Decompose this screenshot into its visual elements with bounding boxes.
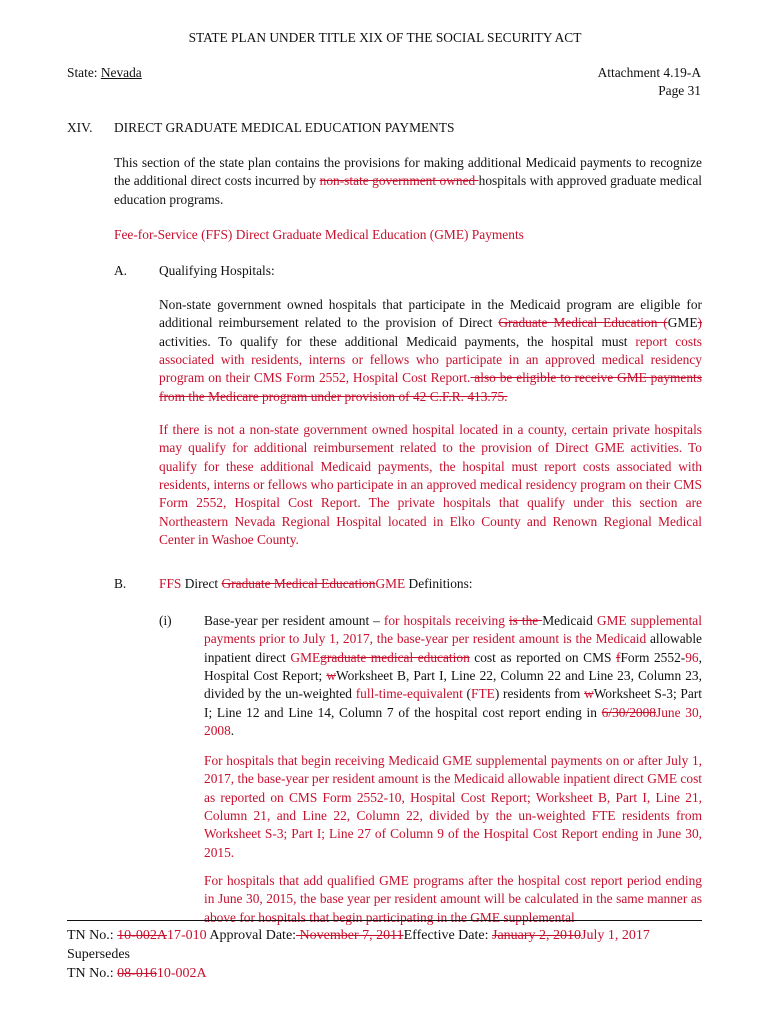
deleted-text: non-state government owned (319, 173, 479, 189)
section-number: XIV. (67, 120, 93, 135)
inserted-text: GME (290, 649, 321, 665)
text-run: cost as reported on CMS (469, 649, 616, 665)
inserted-text: FFS (159, 576, 182, 591)
footer-superseded-tn (67, 964, 207, 983)
footer-tn-line (67, 926, 650, 945)
inserted-text: July 1, 2017 (581, 928, 650, 943)
inserted-text: full-time-equivalent (355, 686, 463, 702)
document-title: STATE PLAN UNDER TITLE XIX OF THE SOCIAL SECURITY ACT (188, 30, 582, 45)
deleted-text: w (584, 686, 594, 702)
inserted-text: GME supplemental payments prior to July 1, 2017, the base-year per resident amount is the Medicaid (204, 613, 702, 647)
deleted-text: is the (508, 613, 543, 628)
deleted-text: 6/30/2008 (601, 704, 656, 720)
item-a-paragraph-2 (159, 421, 702, 550)
deleted-text: Graduate Medical Education (221, 576, 376, 591)
text-run: allowable inpatient direct (204, 631, 702, 665)
item-b-i-number: (i) (159, 613, 172, 628)
attachment-number: Attachment 4.19-A (597, 65, 701, 80)
text-run: Definitions: (405, 576, 473, 591)
text-run: , Hospital Cost Report; (204, 649, 702, 684)
inserted-text: FTE (471, 686, 495, 702)
text-run: Non-state government owned hospitals that participate in the Medicaid program are eligible for additional reimbursement related to the provision of Direct (159, 297, 702, 331)
text-run: Form 2552- (620, 649, 686, 665)
inserted-text: GME (375, 576, 406, 591)
attachment-block (598, 64, 701, 101)
inserted-text: 96 (685, 649, 699, 665)
text-run: ) residents from (494, 686, 585, 702)
text-run: This section of the state plan contains the provisions for making additional Medicaid payments to recognize the additional direct costs incurred by (114, 155, 702, 189)
item-b-letter: B. (114, 576, 127, 591)
text-run: Effective Date: (403, 928, 492, 943)
text-run: . (230, 723, 235, 739)
item-a-paragraph-1 (159, 296, 702, 406)
text-run: ( (462, 686, 471, 702)
item-a-title: Qualifying Hospitals: (159, 263, 275, 278)
page-number: Page 31 (658, 83, 701, 99)
ffs-subheading: Fee-for-Service (FFS) Direct Graduate Medical Education (GME) Payments (114, 227, 524, 242)
text-run: TN No.: (67, 928, 118, 943)
inserted-text: for hospitals receiving (383, 613, 509, 628)
inserted-text: For hospitals that begin receiving Medicaid GME supplemental payments on or after July 1, 2017, the base-year per resident amount is the Medicaid allowable inpatient direct GME cost as reported on CMS Form 2552-10, Hospital Cost Report; Worksheet B, Part I, Line 21, Column 21, and Line 22, Column 22, divided by the un-weighted FTE residents from Worksheet S-3; Part I; Line 27 of Column 9 of the Hospital Cost Report ending in June 30, 2015. (204, 753, 702, 860)
item-b-title (159, 575, 473, 593)
item-b-i-paragraph-3 (204, 872, 702, 927)
footer-rule (67, 920, 702, 921)
text-run: Worksheet B, Part I, Line 22, Column 22 and Line 23, Column 23, divided by the un-weighted (204, 668, 702, 702)
inserted-text: report costs associated with residents, interns or fellows who participate in an approved medical residency program on their CMS Form 2552, Hospital Cost Report. (159, 333, 702, 386)
text-run: Approval Date: (206, 928, 297, 943)
deleted-text: also be eligible to receive GME payments from the Medicare program under provision of 42 C.F.R. 413.75. (159, 370, 702, 404)
deleted-text: f (615, 649, 621, 665)
text-run: TN No.: (67, 966, 118, 981)
inserted-text: If there is not a non-state government owned hospital located in a county, certain private hospitals may qualify for additional reimbursement related to the provision of Direct GME activities. To qualify for these additional Medicaid payments, the hospital must report costs associated with residents, interns or fellows who participate in an approved medical residency program on their CMS Form 2552, Hospital Cost Report. The private hospitals that qualify under this section are Northeastern Nevada Regional Hospital located in Elko County and Renown Regional Medical Center in Washoe County. (159, 422, 702, 548)
inserted-text: June 30, 2008 (204, 704, 702, 739)
deleted-text: November 7, 2011 (296, 928, 404, 943)
inserted-text: 17-010 (166, 928, 207, 943)
deleted-text: January 2, 2010 (492, 928, 582, 943)
text-run: GME (667, 315, 698, 331)
section-title: DIRECT GRADUATE MEDICAL EDUCATION PAYMENTS (114, 120, 455, 135)
inserted-text: 10-002A (156, 966, 207, 981)
state-line (67, 64, 142, 82)
deleted-text: Graduate Medical Education ( (498, 315, 668, 331)
footer-supersedes: Supersedes (67, 947, 130, 962)
text-run: Direct (181, 576, 222, 591)
text-run: Medicaid (542, 613, 597, 628)
item-a-letter: A. (114, 263, 128, 278)
text-run: Base-year per resident amount – (204, 613, 384, 628)
text-run: Worksheet S-3; Part I; Line 12 and Line 14, Column 7 of the hospital cost report ending in (204, 686, 702, 720)
deleted-text: w (326, 668, 337, 684)
text-run: activities. To qualify for these additional Medicaid payments, the hospital must (159, 333, 636, 349)
inserted-text: For hospitals that add qualified GME programs after the hospital cost report period ending in June 30, 2015, the base year per resident amount will be calculated in the same manner as above for hospitals that begin participating in the GME supplemental (204, 873, 702, 925)
deleted-text: ) (697, 315, 702, 331)
section-heading (67, 119, 454, 137)
item-b-i-paragraph-2 (204, 752, 702, 862)
deleted-text: 08-016 (117, 966, 157, 981)
deleted-text: 10-002A (117, 928, 167, 943)
text-run: hospitals with approved graduate medical education programs. (114, 173, 702, 207)
state-label: State: (67, 65, 101, 80)
item-b-i-paragraph-1 (204, 612, 702, 741)
deleted-text: graduate medical education (320, 649, 470, 665)
state-value: Nevada (100, 65, 142, 80)
section-intro (114, 154, 702, 209)
